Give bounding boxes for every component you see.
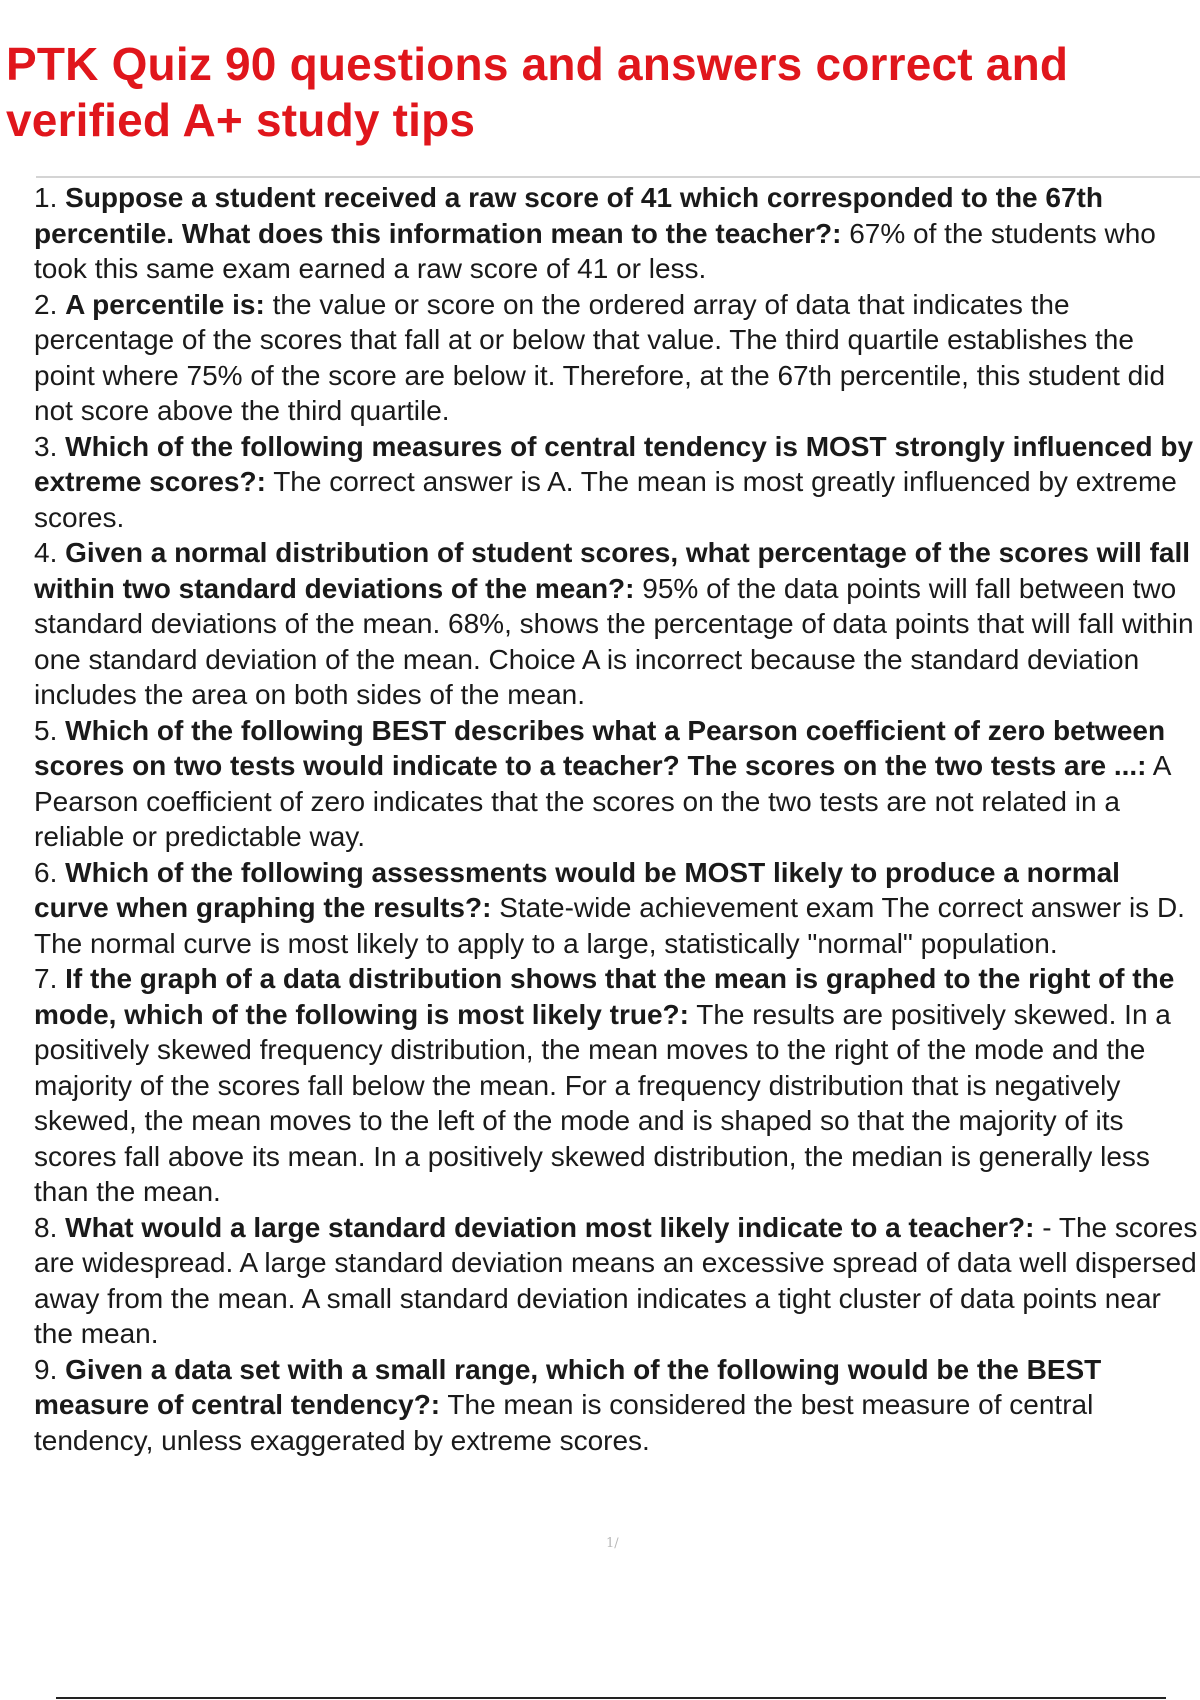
question-number: 2. (34, 288, 58, 320)
qa-item-5 (34, 713, 1200, 855)
answer-text: 67% of the students who took this same exam earned a raw score of 41 or less. (34, 217, 1156, 284)
question-number: 9. (34, 1353, 58, 1385)
answer-text: The correct answer is A. The mean is most greatly influenced by extreme scores. (34, 466, 1177, 533)
question-number: 7. (34, 963, 58, 994)
question-number: 8. (34, 1211, 58, 1243)
page-number: 1/ (606, 1536, 619, 1551)
answer-text: 95% of the data points will fall between two standard deviations of the mean. 68%, shows the percentage of data points that will fall within one standard deviation of the mean. Choice A is incorrect because the standard deviation includes the area on both sides of the mean. (34, 572, 1194, 710)
title-divider (36, 176, 1200, 178)
question-number: 5. (34, 714, 58, 746)
question-text: Given a data set with a small range, which of the following would be the BEST measure of central tendency?: (34, 1353, 1102, 1420)
answer-text: the value or score on the ordered array of data that indicates the percentage of the scores that fall at or below that value. The third quartile establishes the point where 75% of the score are below it. Therefore, at the 67th percentile, this student did not score above the third quartile. (34, 288, 1166, 426)
qa-item-4 (34, 535, 1200, 713)
answer-text: The mean is considered the best measure of central tendency, unless exaggerated by extreme scores. (34, 1389, 1094, 1456)
question-text: Which of the following BEST describes what a Pearson coefficient of zero between scores on two tests would indicate to a teacher? The scores on the two tests are ...: (34, 714, 1166, 781)
question-text: If the graph of a data distribution shows that the mean is graphed to the right of the mode, which of the following is most likely true?: (34, 963, 1175, 1030)
question-text: Which of the following measures of central tendency is MOST strongly influenced by extreme scores?: (34, 430, 1194, 497)
qa-item-6 (34, 855, 1200, 962)
question-text: Suppose a student received a raw score of 41 which corresponded to the 67th percentile. What does this information mean to the teacher?: (34, 182, 1103, 249)
question-number: 3. (34, 430, 58, 462)
question-number: 6. (34, 856, 58, 888)
document-title: PTK Quiz 90 questions and answers correct and verified A+ study tips (6, 38, 1069, 146)
question-text: Which of the following assessments would be MOST likely to produce a normal curve when graphing the results?: (34, 856, 1120, 923)
question-number: 1. (34, 182, 58, 213)
qa-item-2 (34, 287, 1200, 429)
answer-text: State-wide achievement exam The correct answer is D. The normal curve is most likely to apply to a large, statistically "normal" population. (34, 892, 1185, 959)
answer-text: - The scores are widespread. A large standard deviation means an excessive spread of data well dispersed away from the mean. A small standard deviation indicates a tight cluster of data points near the mean. (34, 1211, 1198, 1349)
qa-item-9 (34, 1352, 1200, 1459)
question-number: 4. (34, 537, 58, 568)
question-text: Given a normal distribution of student scores, what percentage of the scores will fall within two standard deviations of the mean?: (34, 537, 1191, 604)
qa-item-8 (34, 1210, 1200, 1352)
question-list (34, 180, 1200, 1458)
answer-text: A Pearson coefficient of zero indicates that the scores on the two tests are not related in a reliable or predictable way. (34, 750, 1170, 852)
footer-divider (56, 1697, 1166, 1699)
qa-item-3 (34, 429, 1200, 536)
qa-item-1 (34, 180, 1200, 287)
answer-text: The results are positively skewed. In a positively skewed frequency distribution, the mean moves to the right of the mode and the majority of the scores fall below the mean. For a frequency distribution that is negatively skewed, the mean moves to the left of the mode and is shaped so that the majority of its scores fall above its mean. In a positively skewed distribution, the median is generally less than the mean. (34, 998, 1171, 1207)
question-text: A percentile is: (65, 288, 265, 320)
question-text: What would a large standard deviation most likely indicate to a teacher?: (65, 1211, 1035, 1243)
qa-item-7 (34, 961, 1200, 1210)
